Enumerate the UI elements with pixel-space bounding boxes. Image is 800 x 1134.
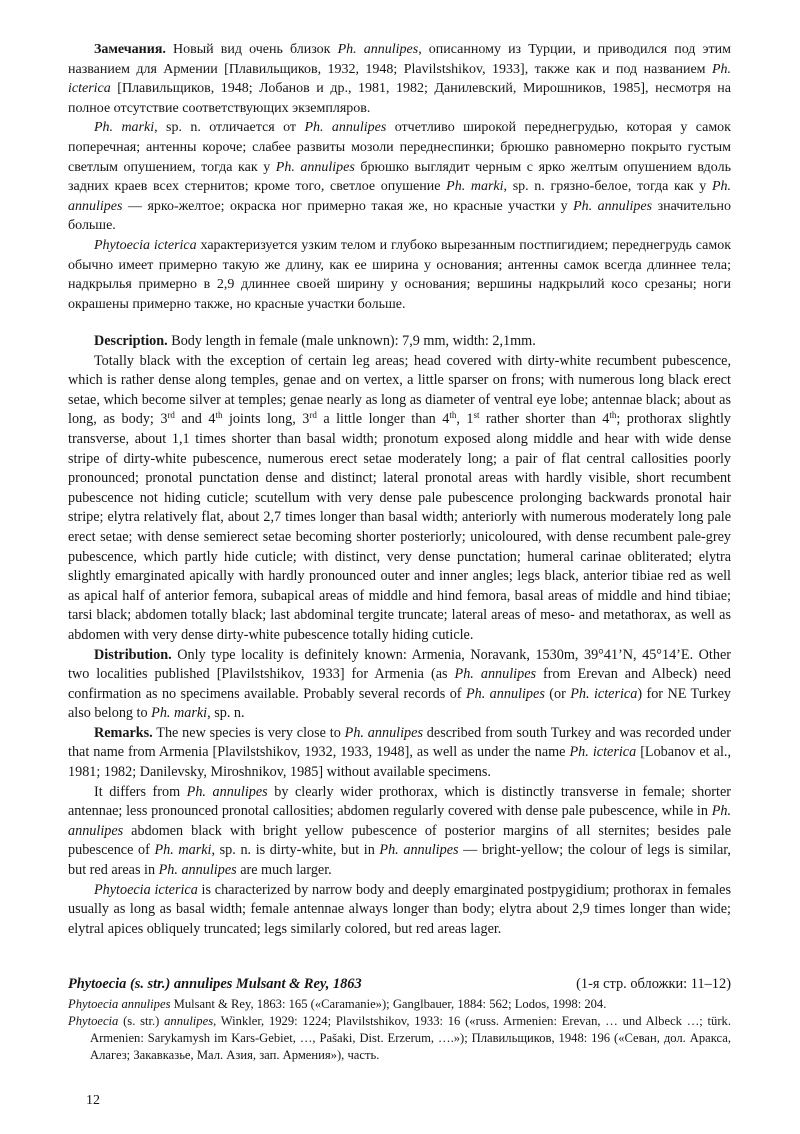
taxon-title: Phytoecia (s. str.) annulipes Mulsant & Rey, 1863 — [68, 976, 362, 992]
synonymy-entry-1: Phytoecia annulipes Mulsant & Rey, 1863: 165 («Caramanie»); Ganglbauer, 1884: 562; Lodos, 1998: 204. — [68, 997, 607, 1011]
synonymy-entry-2: Phytoecia (s. str.) annulipes, Winkler, 1929: 1224; Plavilstshikov, 1933: 16 («russ. Armenien: Erevan, … und Albeck …; türk. Armenien: Sarykamysh im Kars-Gebiet, …, Pašaki, Dist. Erzerum, ….»); Плавильщиков, 1948: 196 («Севан, дол. Аракса, Алагез; Закавказье, Мал. Азия, зап. Армения»), часть. — [68, 1014, 731, 1062]
page-number: 12 — [86, 1093, 100, 1108]
remarks-ru-section — [68, 40, 731, 314]
remarks-ru-paragraph-1: Замечания. Новый вид очень близок Ph. annulipes, описанному из Турции, и приводился под этим названием для Армении [Плавильщиков, 1932, 1948; Plavilstshikov, 1933], также как и под названием Ph. icterica [Плавильщиков, 1948; Лобанов и др., 1981, 1982; Данилевский, Мирошников, 1985], несмотря на полное отсутствие соответствующих экземпляров. — [68, 42, 731, 116]
cover-reference: (1-я стр. обложки: 11–12) — [576, 976, 731, 992]
distribution-paragraph: Distribution. Only type locality is definitely known: Armenia, Noravank, 1530m, 39°41’N, 45°14’E. Other two localities published [Plavilstshikov, 1933] for Armenia (as Ph. annulipes from Erevan and Albeck) need confirmation as no specimens available. Probably several records of Ph. annulipes (or Ph. icterica) for NE Turkey also belong to Ph. marki, sp. n. — [68, 646, 731, 722]
remarks-en-heading: Remarks. — [94, 724, 153, 741]
distribution-heading: Distribution. — [94, 646, 172, 663]
remarks-en-paragraph-1: Remarks. The new species is very close to Ph. annulipes described from south Turkey and was recorded under that name from Armenia [Plavilstshikov, 1932, 1933, 1948], as well as under the name Ph. icterica [Lobanov et al., 1981; 1982; Danilevsky, Miroshnikov, 1985] without available specimens. — [68, 724, 731, 781]
remarks-en-paragraph-2: It differs from Ph. annulipes by clearly wider prothorax, which is distinctly transverse in female; shorter antennae; less pronounced pronotal callosities; abdomen regularly covered with dense pale pubescence, while in Ph. annulipes abdomen black with bright yellow pubescence of posterior margins of all sternites; besides pale pubescence of Ph. marki, sp. n. is dirty-white, but in Ph. annulipes — bright-yellow; the colour of legs is similar, but red areas in Ph. annulipes are much larger. — [68, 783, 731, 879]
description-section — [68, 332, 731, 939]
remarks-ru-heading: Замечания. — [94, 42, 166, 57]
description-heading: Description. — [94, 333, 168, 349]
description-paragraph-1: Description. Body length in female (male unknown): 7,9 mm, width: 2,1mm. — [94, 333, 536, 349]
remarks-en-paragraph-3: Phytoecia icterica is characterized by narrow body and deeply emarginated postpygidium; prothorax in females usually as long as basal width; female antennae always longer than body; elytra about 2,9 times longer than wide; elytral apices obliquely truncated; legs similarly colored, but red areas lager. — [68, 881, 732, 937]
synonymy-list — [68, 996, 731, 1064]
description-paragraph-2: Totally black with the exception of certain leg areas; head covered with dirty-white recumbent pubescence, which is rather dense along temples, genae and on vertex, a little sparser on frons; with numerous long black erect setae, which become silver at temples; genae nearly as long as diameter of ventral eye lobe; antennae black; about as long, as body; 3rd and 4th joints long, 3rd a little longer than 4th, 1st rather shorter than 4th; prothorax slightly transverse, about 1,1 times shorter than basal width; pronotum exposed along middle and hear with wide dense stripe of dirty-white pubescence, numerous erect setae moderately long; a pair of flat central callosities poorly pronounced; pronotal punctation dense and distinct; lateral pronotal areas with hardly visible, short recumbent pubescence not hiding cuticle; scutellum with very dense pale pubescence prolonging backwards pronotal hair stripe; elytra relatively flat, about 2,7 times longer than basal width; anteriorly with numerous moderately long pale erect setae; with dense semierect setae becoming shorter posteriorly; unicoloured, with dense recumbent pale-grey pubescence, which partly hide cuticle; with distinct, very dense punctation; humeral carinae obliterated; elytra slightly emarginated apically with hardly pronounced outer and inner angles; legs black, anterior tibiae red as well as apical half of anterior femora, subapical areas of middle and hind femora, basal areas of middle and hind tibiae; tarsi black; abdomen totally black; last abdominal tergite truncate; lateral areas of meso- and metathorax, as well as abdomen with very dense dirty-white pubescence totally hiding cuticle. — [68, 352, 732, 643]
remarks-ru-paragraph-3: Phytoecia icterica характеризуется узким телом и глубоко вырезанным постпигидием; переднегрудь самок обычно имеет примерно такую же длину, как ее ширина у основания; антенны самок всегда длиннее тела; надкрылья примерно в 2,9 длиннее своей ширину у основания; вершины надкрылий косо срезаны; ноги окрашены примерно также, но красные участки больше. — [68, 237, 731, 312]
taxon-heading — [68, 976, 731, 996]
remarks-ru-paragraph-2: Ph. marki, sp. n. отличается от Ph. annulipes отчетливо широкой переднегрудью, которая у самок поперечная; антенны короче; слабее развиты мозоли переднеспинки; брюшко равномерно покрыто густым светлым опушением, тогда как у Ph. annulipes брюшко выглядит черным с ярко желтым опушением вдоль задних краев всех стернитов; кроме того, светлое опушение Ph. marki, sp. n. грязно-белое, тогда как у Ph. annulipes — ярко-желтое; окраска ног примерно такая же, но красные участки у Ph. annulipes значительно больше. — [68, 120, 732, 234]
